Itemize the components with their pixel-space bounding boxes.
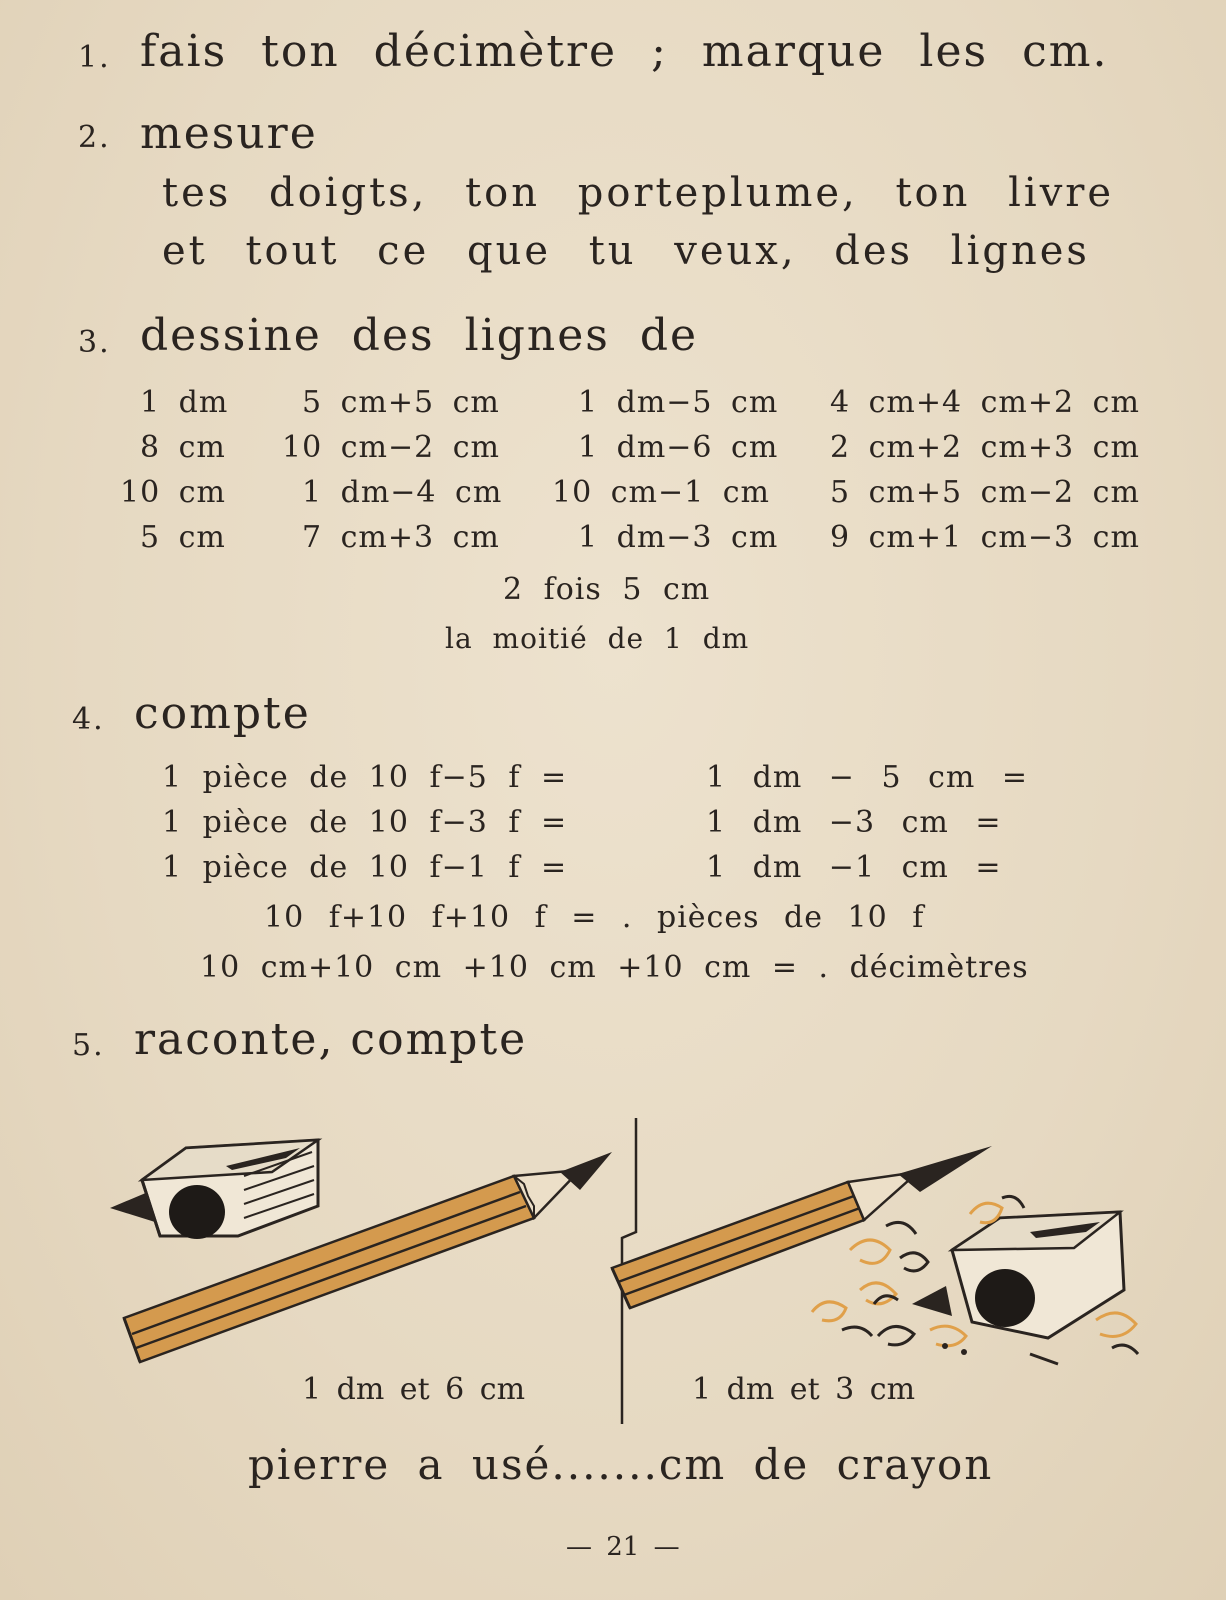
compte-right: 1 dm − 5 cm =: [706, 760, 1029, 795]
grid-cell: 1 dm−6 cm: [578, 430, 779, 465]
sum-pieces: 10 f+10 f+10 f = . pièces de 10 f: [264, 900, 925, 935]
sum-decimetres: 10 cm+10 cm +10 cm +10 cm = . décimètres: [200, 950, 1029, 985]
grid-cell: 5 cm: [140, 520, 226, 555]
item-3-extra-2: la moitié de 1 dm: [445, 622, 750, 655]
item-2-line-1: tes doigts, ton porteplume, ton livre: [162, 170, 1115, 216]
grid-cell: 1 dm: [140, 385, 229, 420]
grid-cell: 7 cm+3 cm: [302, 520, 500, 555]
item-2-heading: mesure: [140, 108, 318, 159]
item-1-heading: fais ton décimètre ; marque les cm.: [140, 26, 1109, 77]
item-2-line-2: et tout ce que tu veux, des lignes: [162, 228, 1090, 274]
grid-cell: 5 cm+5 cm: [302, 385, 500, 420]
item-4-heading: compte: [134, 688, 311, 739]
grid-cell: 8 cm: [140, 430, 226, 465]
caption-short-pencil: 1 dm et 3 cm: [692, 1372, 916, 1407]
compte-right: 1 dm −3 cm =: [706, 805, 1002, 840]
item-5-number: 5.: [72, 1028, 105, 1063]
grid-cell: 4 cm+4 cm+2 cm: [830, 385, 1140, 420]
compte-left: 1 pièce de 10 f−3 f =: [162, 805, 568, 840]
item-4-number: 4.: [72, 702, 105, 737]
grid-cell: 1 dm−4 cm: [302, 475, 503, 510]
conclusion-line: pierre a usé.......cm de crayon: [248, 1440, 994, 1489]
item-3-extra-1: 2 fois 5 cm: [503, 572, 711, 607]
item-2-number: 2.: [78, 120, 111, 155]
item-5-heading: raconte, compte: [134, 1014, 528, 1065]
grid-cell: 10 cm−1 cm: [552, 475, 770, 510]
grid-cell: 9 cm+1 cm−3 cm: [830, 520, 1140, 555]
grid-cell: 1 dm−3 cm: [578, 520, 779, 555]
grid-cell: 5 cm+5 cm−2 cm: [830, 475, 1140, 510]
page-number: — 21 —: [566, 1532, 680, 1562]
short-pencil-icon: [612, 1146, 992, 1308]
compte-left: 1 pièce de 10 f−5 f =: [162, 760, 568, 795]
compte-right: 1 dm −1 cm =: [706, 850, 1002, 885]
caption-long-pencil: 1 dm et 6 cm: [302, 1372, 526, 1407]
grid-cell: 2 cm+2 cm+3 cm: [830, 430, 1140, 465]
grid-cell: 1 dm−5 cm: [578, 385, 779, 420]
item-1-number: 1.: [78, 40, 111, 75]
compte-left: 1 pièce de 10 f−1 f =: [162, 850, 568, 885]
pencil-sharpener-icon: [110, 1140, 318, 1239]
grid-cell: 10 cm: [120, 475, 226, 510]
pencil-sharpener-icon: [912, 1212, 1124, 1338]
item-3-number: 3.: [78, 325, 111, 360]
item-3-heading: dessine des lignes de: [140, 310, 699, 361]
grid-cell: 10 cm−2 cm: [282, 430, 500, 465]
